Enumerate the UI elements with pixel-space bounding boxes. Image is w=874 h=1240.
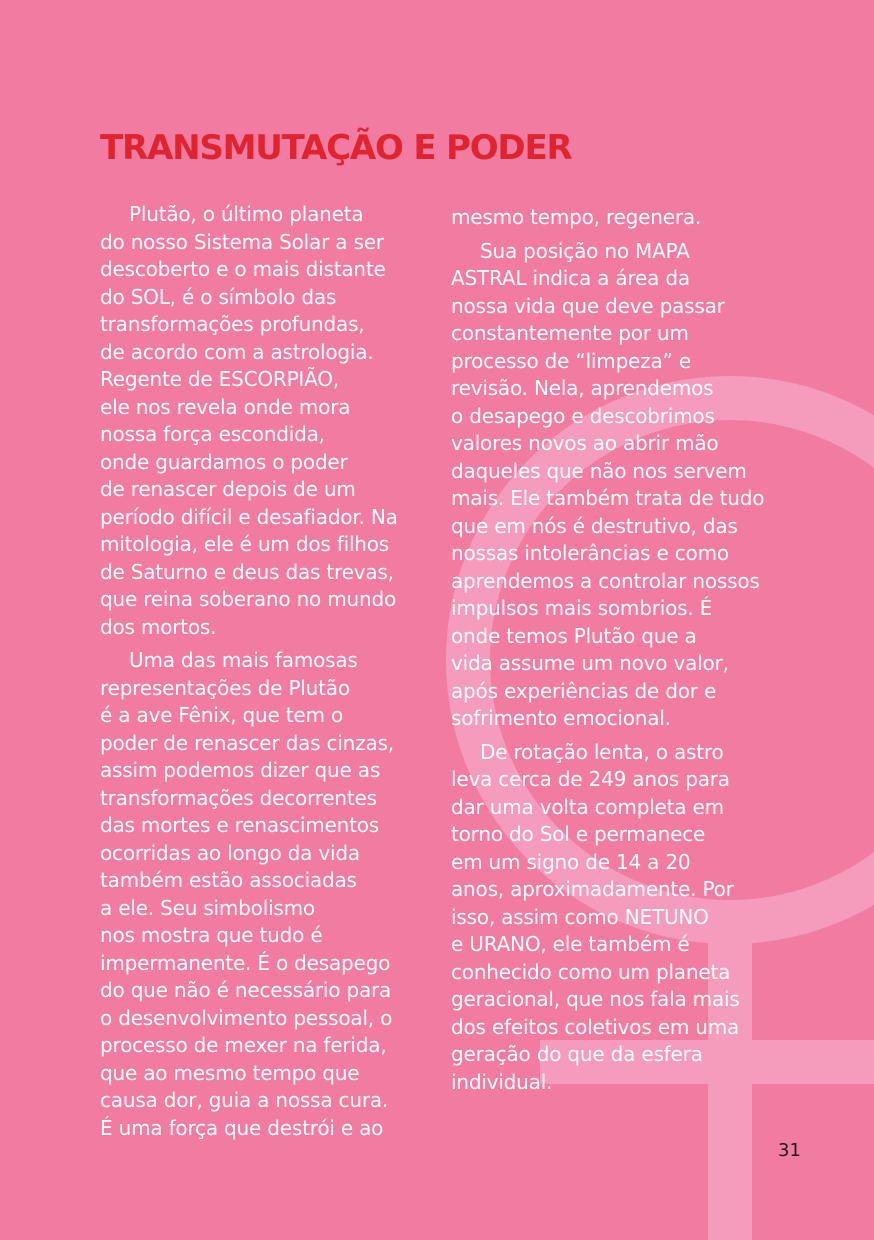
paragraph-astral-chart: [451, 238, 796, 733]
text-line: assim podemos dizer que as: [100, 758, 381, 782]
text-line: mais. Ele também trata de tudo: [451, 486, 765, 510]
text-line: isso, assim como NETUNO: [451, 904, 709, 929]
paragraph-continuation: [451, 204, 796, 232]
left-column: [100, 201, 430, 1148]
text-line: que reina soberano no mundo: [100, 587, 397, 611]
text-line: Regente de ESCORPIÃO,: [100, 367, 339, 391]
text-line: onde temos Plutão que a: [451, 623, 697, 648]
text-line: dos mortos.: [100, 614, 217, 639]
paragraph-rotation: [451, 739, 796, 1097]
text-line: nos mostra que tudo é: [100, 923, 323, 947]
right-column: [451, 204, 796, 1102]
text-line: ocorridas ao longo da vida: [100, 840, 360, 865]
text-line: revisão. Nela, aprendemos: [451, 376, 714, 400]
text-line: mitologia, ele é um dos filhos: [100, 532, 390, 556]
text-line: de acordo com a astrologia.: [100, 339, 374, 364]
text-line: processo de “limpeza” e: [451, 348, 691, 373]
text-line: leva cerca de 249 anos para: [451, 767, 730, 791]
text-line: ele nos revela onde mora: [100, 394, 351, 419]
text-line: que em nós é destrutivo, das: [451, 513, 738, 538]
text-line: daqueles que não nos servem: [451, 458, 747, 483]
text-line: geração do que da esfera: [451, 1042, 703, 1066]
paragraph-phoenix: [100, 647, 430, 1142]
text-line: Plutão, o último planeta: [129, 202, 364, 226]
text-line: transformações profundas,: [100, 312, 365, 336]
text-line: É uma força que destrói e ao: [100, 1115, 384, 1140]
text-line: individual.: [451, 1069, 553, 1094]
text-line: dar uma volta completa em: [451, 794, 724, 819]
text-line: valores novos ao abrir mão: [451, 431, 719, 455]
text-line: causa dor, guia a nossa cura.: [100, 1088, 389, 1112]
text-line: também estão associadas: [100, 868, 357, 892]
text-line: a ele. Seu simbolismo: [100, 895, 315, 920]
text-line: dos efeitos coletivos em uma: [451, 1014, 740, 1039]
text-line: Sua posição no MAPA: [480, 238, 690, 263]
text-line: o desenvolvimento pessoal, o: [100, 1005, 393, 1030]
text-line: período difícil e desafiador. Na: [100, 504, 398, 529]
text-line: impulsos mais sombrios. É: [451, 596, 713, 620]
text-line: Uma das mais famosas: [129, 648, 358, 672]
text-line: constantemente por um: [451, 321, 689, 345]
text-line: mesmo tempo, regenera.: [451, 205, 702, 229]
text-line: aprendemos a controlar nossos: [451, 568, 760, 593]
text-line: das mortes e renascimentos: [100, 813, 380, 837]
text-line: nossa vida que deve passar: [451, 293, 725, 318]
text-line: que ao mesmo tempo que: [100, 1060, 360, 1085]
text-line: de Saturno e deus das trevas,: [100, 559, 394, 584]
text-line: o desapego e descobrimos: [451, 403, 715, 428]
text-line: representações de Plutão: [100, 675, 350, 700]
text-line: é a ave Fênix, que tem o: [100, 703, 343, 727]
text-line: anos, aproximadamente. Por: [451, 877, 734, 901]
text-line: geracional, que nos fala mais: [451, 987, 740, 1011]
text-line: impermanente. É o desapego: [100, 950, 391, 975]
text-line: nossa força escondida,: [100, 422, 325, 446]
page-number: 31: [778, 1140, 801, 1161]
text-line: do que não é necessário para: [100, 978, 392, 1002]
paragraph-pluto-intro: [100, 201, 430, 641]
text-line: vida assume um novo valor,: [451, 651, 729, 675]
text-line: De rotação lenta, o astro: [480, 739, 724, 764]
text-line: ASTRAL indica a área da: [451, 266, 690, 290]
page-title: TRANSMUTAÇÃO E PODER: [100, 128, 572, 168]
text-line: e URANO, ele também é: [451, 932, 690, 956]
text-line: do nosso Sistema Solar a ser: [100, 229, 384, 254]
text-line: do SOL, é o símbolo das: [100, 284, 337, 309]
text-line: onde guardamos o poder: [100, 449, 348, 474]
text-line: descoberto e o mais distante: [100, 257, 386, 281]
text-line: sofrimento emocional.: [451, 706, 671, 730]
text-line: conhecido como um planeta: [451, 959, 731, 984]
text-line: após experiências de dor e: [451, 678, 717, 703]
text-line: transformações decorrentes: [100, 785, 377, 810]
text-line: em um signo de 14 a 20: [451, 849, 691, 874]
text-line: poder de renascer das cinzas,: [100, 730, 394, 755]
text-line: de renascer depois de um: [100, 477, 356, 501]
text-line: torno do Sol e permanece: [451, 822, 706, 846]
text-line: processo de mexer na ferida,: [100, 1033, 387, 1057]
text-line: nossas intolerâncias e como: [451, 541, 729, 565]
